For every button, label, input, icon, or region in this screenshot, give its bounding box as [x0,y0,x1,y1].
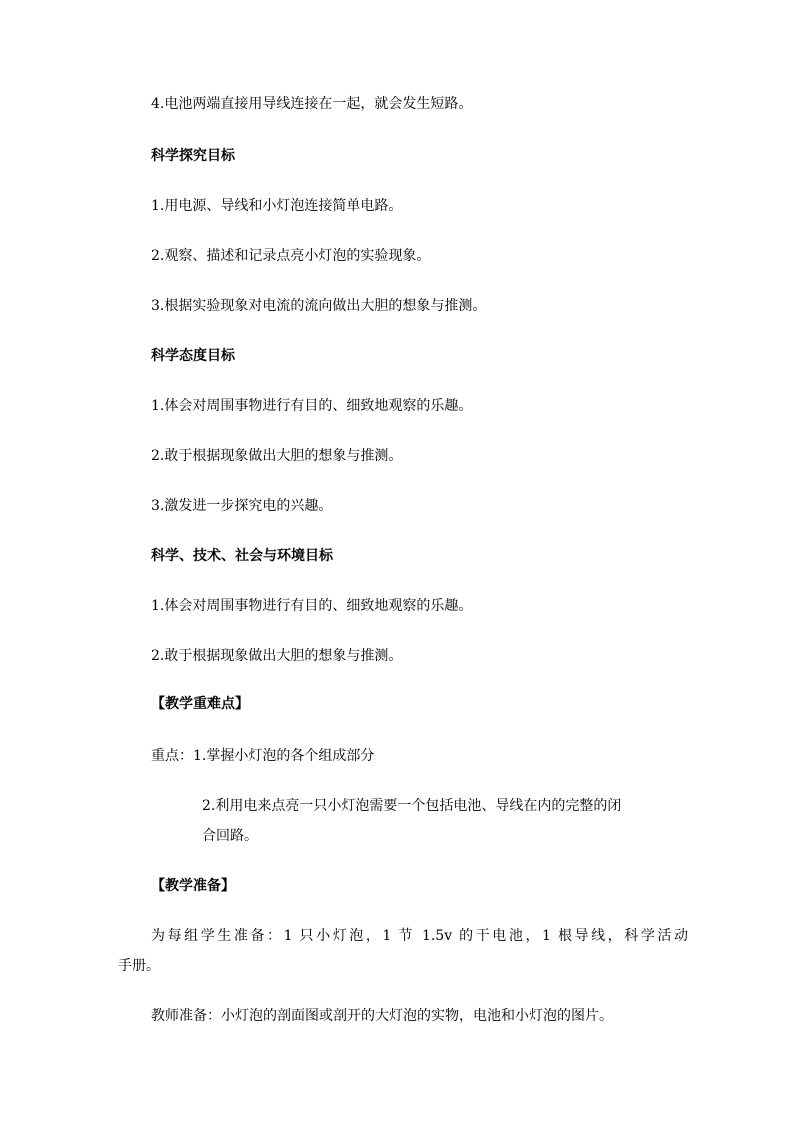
key-point-2-line-2: 合回路。 [202,828,258,844]
student-preparation-line-1: 为每组学生准备：1 只小灯泡，1 节 1.5v 的干电池，1 根导线，科学活动 [151,928,688,944]
key-point-2-line-1: 2.利用电来点亮一只小灯泡需要一个包括电池、导线在内的完整的闭 [202,798,622,814]
student-preparation-line-2: 手册。 [118,958,160,974]
heading-attitude-goals: 科学态度目标 [151,348,235,364]
attitude-item-3: 3.激发进一步探究电的兴趣。 [151,498,333,514]
inquiry-item-2: 2.观察、描述和记录点亮小灯泡的实验现象。 [151,248,431,264]
sts-item-2: 2.敢于根据现象做出大胆的想象与推测。 [151,648,403,664]
knowledge-item-4: 4.电池两端直接用导线连接在一起，就会发生短路。 [151,96,473,112]
heading-sts-goals: 科学、技术、社会与环境目标 [151,548,333,564]
sts-item-1: 1.体会对周围事物进行有目的、细致地观察的乐趣。 [151,598,473,614]
heading-key-points: 【教学重难点】 [151,696,249,712]
attitude-item-1: 1.体会对周围事物进行有目的、细致地观察的乐趣。 [151,398,473,414]
inquiry-item-1: 1.用电源、导线和小灯泡连接简单电路。 [151,198,403,214]
heading-preparation: 【教学准备】 [151,878,235,894]
teacher-preparation: 教师准备：小灯泡的剖面图或剖开的大灯泡的实物，电池和小灯泡的图片。 [151,1008,613,1024]
key-point-1: 重点：1.掌握小灯泡的各个组成部分 [151,748,375,764]
attitude-item-2: 2.敢于根据现象做出大胆的想象与推测。 [151,448,403,464]
inquiry-item-3: 3.根据实验现象对电流的流向做出大胆的想象与推测。 [151,298,487,314]
heading-inquiry-goals: 科学探究目标 [151,148,235,164]
